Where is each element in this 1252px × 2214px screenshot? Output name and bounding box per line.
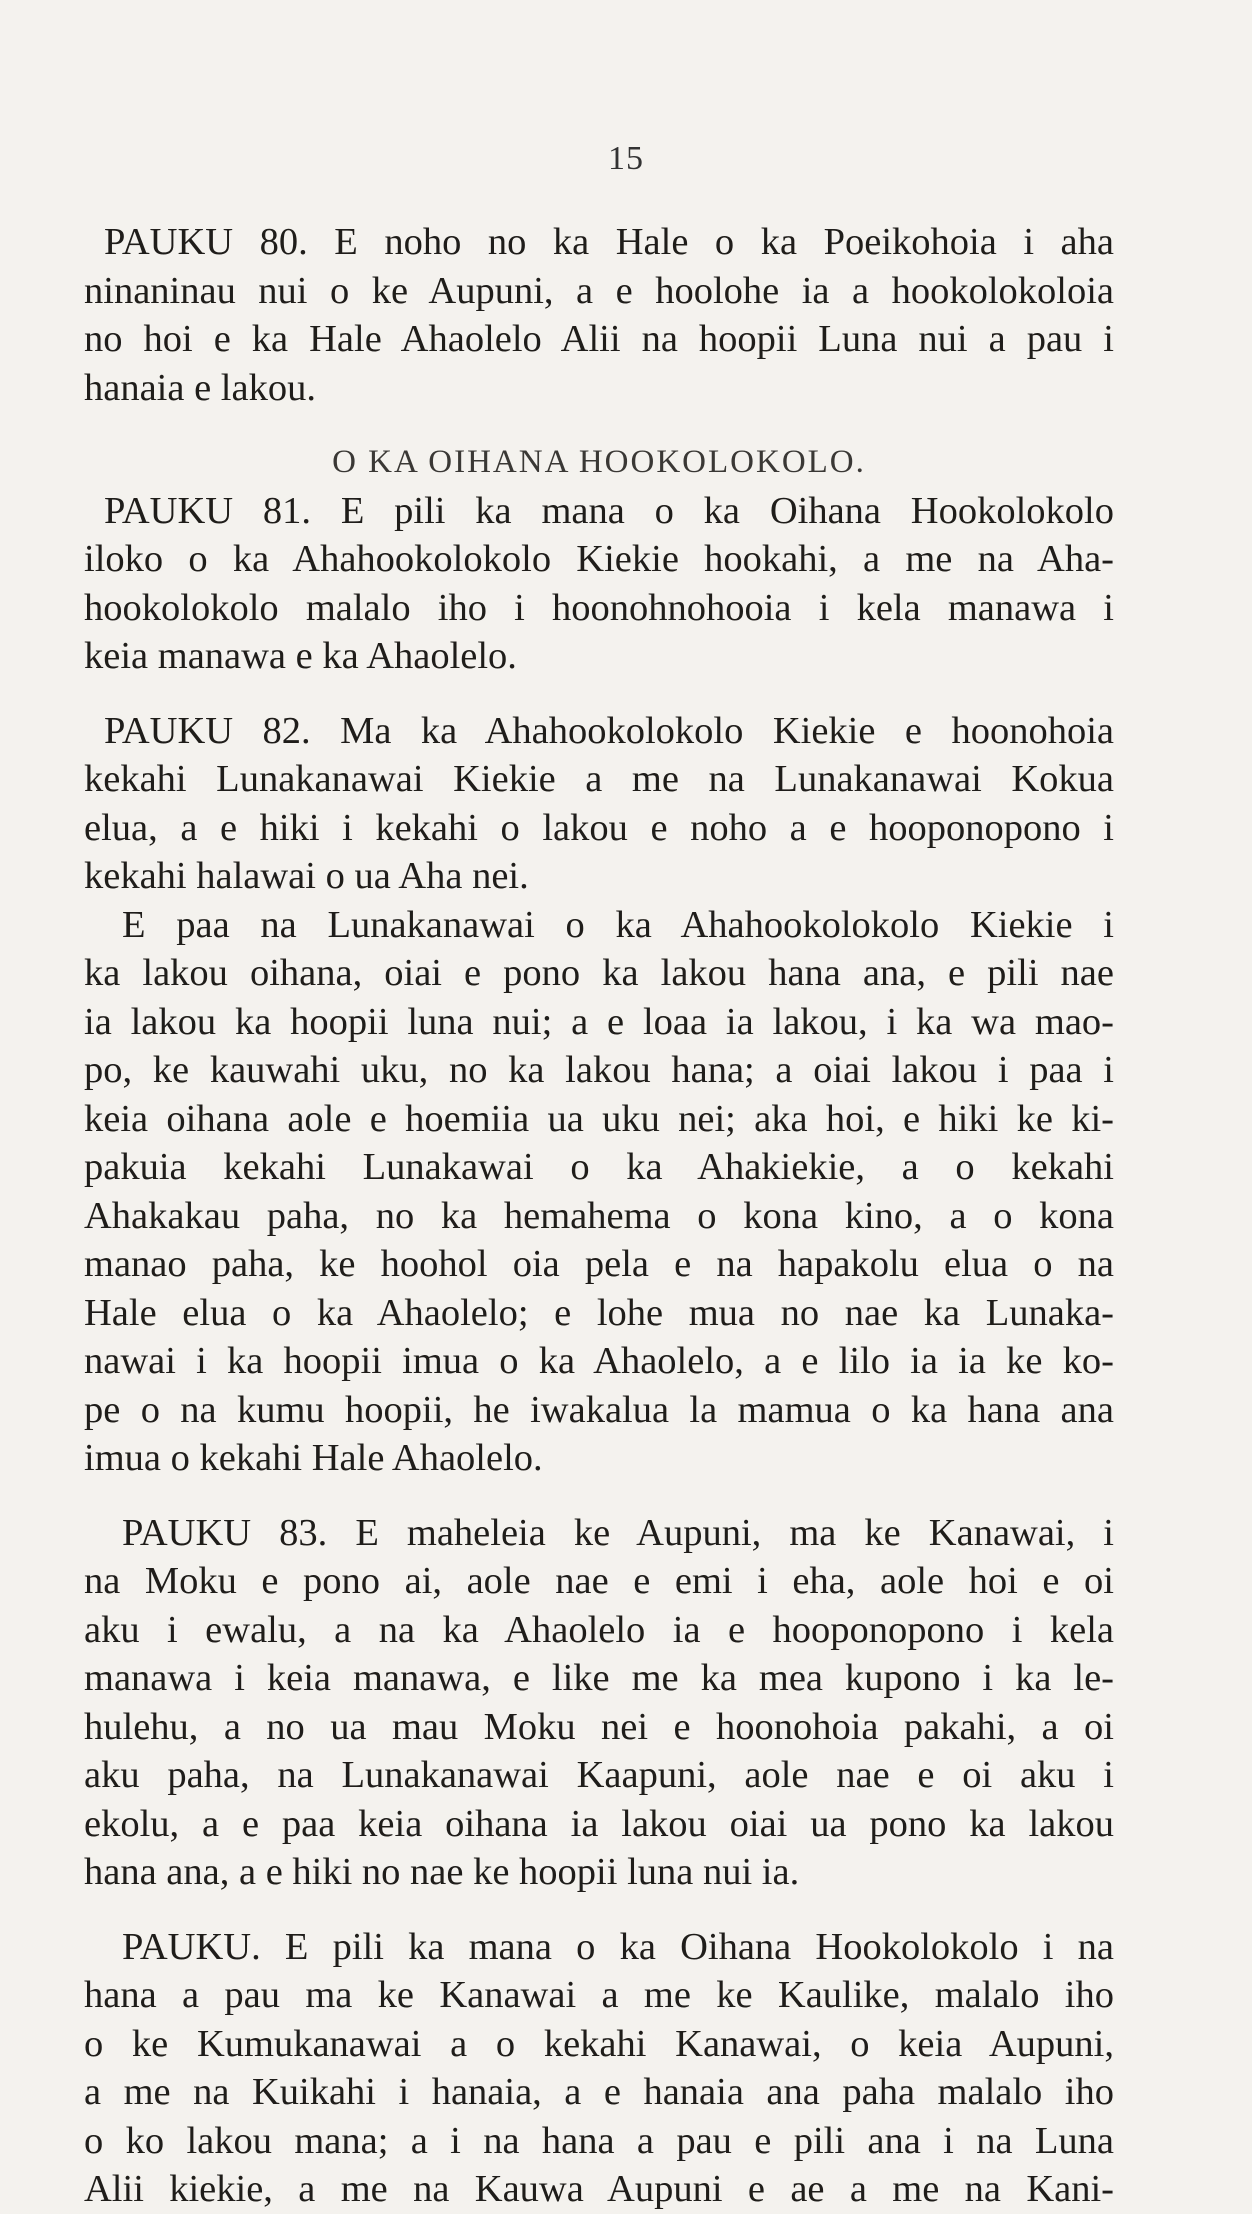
text-line: Hale elua o ka Ahaolelo; e lohe mua no nae ka Lunaka- (84, 1291, 1114, 1334)
text-line: Alii kiekie, a me na Kauwa Aupuni e ae a me na Kani- (84, 2168, 1114, 2210)
text-line: o ke Kumukanawai a o kekahi Kanawai, o keia Aupuni, (84, 2022, 1114, 2065)
text-line: manawa i keia manawa, e like me ka mea kupono i ka le- (84, 1657, 1114, 1699)
page-number: 15 (608, 140, 644, 177)
text-line: keia manawa e ka Ahaolelo. (84, 635, 517, 677)
text-line: pakuia kekahi Lunakawai o ka Ahakiekie, a o kekahi (84, 1146, 1114, 1188)
text-line: O KA OIHANA HOOKOLOKOLO. (332, 444, 866, 480)
text-line: no hoi e ka Hale Ahaolelo Alii na hoopii Luna nui a pau i (84, 318, 1114, 360)
text-line: E paa na Lunakanawai o ka Ahahookolokolo Kiekie i (122, 903, 1114, 946)
text-line: aku paha, na Lunakanawai Kaapuni, aole nae e oi aku i (84, 1754, 1114, 1796)
text-line: ia lakou ka hoopii luna nui; a e loaa ia lakou, i ka wa mao- (84, 1000, 1114, 1043)
text-line: na Moku e pono ai, aole nae e emi i eha, aole hoi e oi (84, 1560, 1114, 1602)
text-line: PAUKU 80. E noho no ka Hale o ka Poeikohoia i aha (104, 221, 1114, 263)
text-line: hookolokolo malalo iho i hoonohnohooia i kela manawa i (84, 586, 1114, 629)
text-line: nawai i ka hoopii imua o ka Ahaolelo, a e lilo ia ia ke ko- (84, 1340, 1114, 1382)
text-line: hana a pau ma ke Kanawai a me ke Kaulike, malalo iho (84, 1974, 1114, 2016)
text-line: manao paha, ke hoohol oia pela e na hapakolu elua o na (84, 1243, 1114, 1285)
text-line: kekahi halawai o ua Aha nei. (84, 855, 529, 897)
text-line: ekolu, a e paa keia oihana ia lakou oiai ua pono ka lakou (84, 1802, 1114, 1845)
text-line: imua o kekahi Hale Ahaolelo. (84, 1437, 543, 1479)
text-line: PAUKU 82. Ma ka Ahahookolokolo Kiekie e hoonohoia (104, 709, 1114, 752)
text-line: ka lakou oihana, oiai e pono ka lakou hana ana, e pili nae (84, 952, 1114, 994)
text-line: PAUKU 83. E maheleia ke Aupuni, ma ke Kanawai, i (122, 1511, 1114, 1554)
body-text (84, 218, 1114, 2214)
text-line: elua, a e hiki i kekahi o lakou e noho a e hooponopono i (84, 806, 1114, 849)
text-line: o ko lakou mana; a i na hana a pau e pili ana i na Luna (84, 2119, 1114, 2162)
text-line: ninaninau nui o ke Aupuni, a e hoolohe ia a hookolokoloia (84, 269, 1114, 312)
text-line: iloko o ka Ahahookolokolo Kiekie hookahi, a me na Aha- (84, 538, 1114, 580)
text-line: PAUKU. E pili ka mana o ka Oihana Hookolokolo i na (122, 1925, 1114, 1968)
text-line: hanaia e lakou. (84, 366, 316, 409)
text-line: keia oihana aole e hoemiia ua uku nei; aka hoi, e hiki ke ki- (84, 1097, 1114, 1140)
text-line: PAUKU 81. E pili ka mana o ka Oihana Hookolokolo (104, 489, 1114, 532)
text-line: po, ke kauwahi uku, no ka lakou hana; a oiai lakou i paa i (84, 1049, 1114, 1091)
text-line: kekahi Lunakanawai Kiekie a me na Lunakanawai Kokua (84, 758, 1114, 800)
text-line: hana ana, a e hiki no nae ke hoopii luna nui ia. (84, 1851, 800, 1893)
text-line: pe o na kumu hoopii, he iwakalua la mamua o ka hana ana (84, 1388, 1114, 1431)
text-line: aku i ewalu, a na ka Ahaolelo ia e hooponopono i kela (84, 1608, 1114, 1651)
text-line: Ahakakau paha, no ka hemahema o kona kino, a o kona (84, 1194, 1114, 1237)
text-line: a me na Kuikahi i hanaia, a e hanaia ana paha malalo iho (84, 2071, 1114, 2113)
text-line: hulehu, a no ua mau Moku nei e hoonohoia pakahi, a oi (84, 1705, 1114, 1748)
